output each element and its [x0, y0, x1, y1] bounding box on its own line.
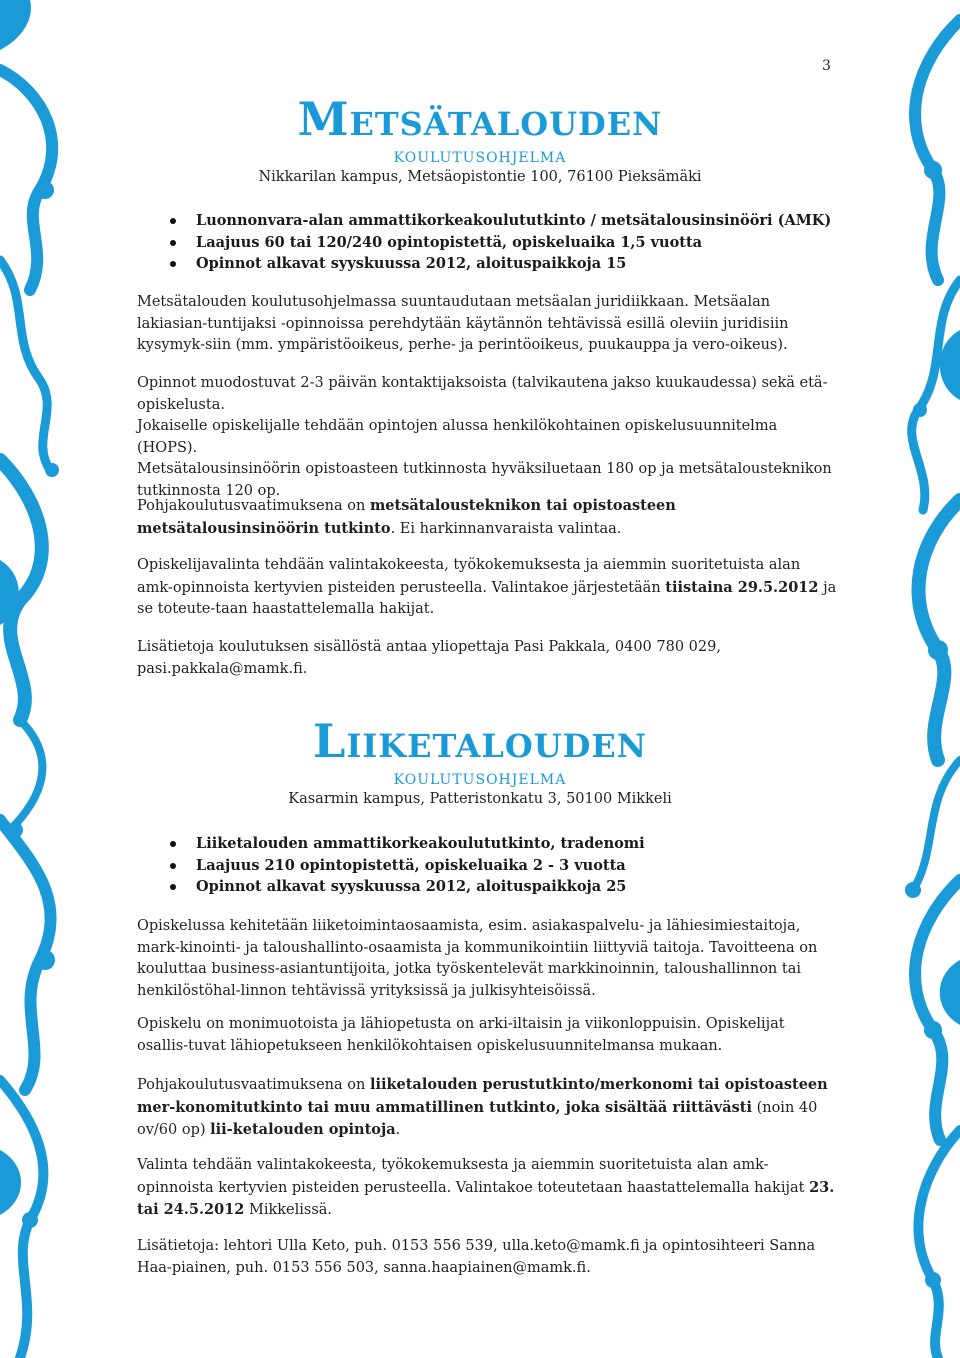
section-title: Metsätalouden [297, 92, 663, 146]
list-item: Liiketalouden ammattikorkeakoulututkinto, tradenomi [168, 833, 645, 855]
key-facts-list [168, 833, 645, 898]
text-span: Pohjakoulutusvaatimuksena on [137, 1077, 370, 1093]
bold-requirement: liiketalouden perustutkinto/merkonomi tai opistoasteen mer-konomitutkinto tai muu ammatillinen tutkinto, joka sisältää riittävästi [137, 1076, 828, 1116]
list-item: Opinnot alkavat syyskuussa 2012, aloituspaikkoja 25 [168, 876, 645, 898]
section-subtitle: koulutusohjelma [393, 143, 567, 167]
page-number: 3 [822, 58, 831, 74]
section-title: Liiketalouden [312, 714, 648, 768]
paragraph: Opinnot muodostuvat 2-3 päivän kontaktijaksoista (talvikautena jakso kuukaudessa) sekä etä-opiskelusta. [137, 375, 828, 413]
paragraph [137, 1155, 837, 1222]
text-span: (noin 40 ov/60 op) [137, 1099, 818, 1138]
list-item: Laajuus 60 tai 120/240 opintopistettä, opiskeluaika 1,5 vuotta [168, 232, 831, 254]
text-span: . Ei harkinnanvaraista valintaa. [390, 520, 622, 537]
section-subtitle: koulutusohjelma [393, 765, 567, 789]
campus-address: Nikkarilan kampus, Metsäopistontie 100, 76100 Pieksämäki [258, 169, 702, 185]
text-span: Valinta tehdään valintakokeesta, työkokemuksesta ja aiemmin suoritetuista alan amk-opinnoista kertyvien pisteiden perusteella. Valintakoe toteutetaan haastattelemalla hakijat [137, 1157, 810, 1196]
text-span: Pohjakoulutusvaatimuksena on [137, 498, 370, 514]
paragraph-contact: Lisätietoja koulutuksen sisällöstä antaa yliopettaja Pasi Pakkala, 0400 780 029, pasi.pakkala@mamk.fi. [137, 639, 721, 677]
bold-requirement: metsätalousteknikon tai opistoasteen metsätalousinsinöörin tutkinto [137, 497, 676, 537]
list-item: Opinnot alkavat syyskuussa 2012, aloituspaikkoja 15 [168, 253, 831, 275]
paragraph-group [137, 373, 837, 502]
text-span: Opiskelijavalinta tehdään valintakokeesta, työkokemuksesta ja aiemmin suoritetuista alan amk-opinnoista kertyvien pisteiden perusteella. Valintakoe järjestetään [137, 557, 801, 596]
bold-date: tiistaina 29.5.2012 [665, 578, 819, 596]
paragraph [137, 555, 837, 621]
list-item: Laajuus 210 opintopistettä, opiskeluaika 2 - 3 vuotta [168, 855, 645, 877]
paragraph [137, 1074, 837, 1142]
bold-date: 23. tai 24.5.2012 [137, 1178, 835, 1218]
right-swirl-ornament [878, 0, 960, 1358]
paragraph: Opiskelussa kehitetään liiketoimintaosaamista, esim. asiakaspalvelu- ja lähiesimiestaitoja, mark-kinointi- ja taloushallinto-osaamista ja kommunikointiin liittyviä taitoja. Tavoitteena on kouluttaa business-asiantuntijoita, jotka työskentelevät markkinoinnin, taloushallinnon tai henkilöstöhal-linnon tehtävissä yrityksissä ja julkisyhteisöissä. [137, 918, 818, 999]
campus-address: Kasarmin kampus, Patteristonkatu 3, 50100 Mikkeli [288, 791, 672, 807]
key-facts-list [168, 210, 831, 275]
paragraph-contact: Lisätietoja: lehtori Ulla Keto, puh. 0153 556 539, ulla.keto@mamk.fi ja opintosihteeri Sanna Haa-piainen, puh. 0153 556 503, sanna.haapiainen@mamk.fi. [137, 1238, 816, 1276]
left-swirl-ornament [0, 0, 80, 1358]
paragraph: Metsätalouden koulutusohjelmassa suuntaudutaan metsäalan juridiikkaan. Metsäalan lakiasian-tuntijaksi -opinnoissa perehdytään käytännön tehtävissä esillä oleviin juridisiin kysymyk-siin (mm. ympäristöoikeus, perhe- ja perintöoikeus, puukauppa ja vero-oikeus). [137, 294, 789, 353]
paragraph: Metsätalousinsinöörin opistoasteen tutkinnosta hyväksiluetaan 180 op ja metsätalousteknikon tutkinnosta 120 op. [137, 461, 832, 499]
text-span: Mikkelissä. [244, 1202, 333, 1218]
section-liiketalous-header [0, 714, 960, 807]
bold-requirement: lii-ketalouden opintoja [210, 1121, 396, 1138]
paragraph: Jokaiselle opiskelijalle tehdään opintojen alussa henkilökohtainen opiskelusuunnitelma (HOPS). [137, 418, 778, 456]
paragraph [137, 495, 837, 540]
list-item: Luonnonvara-alan ammattikorkeakoulututkinto / metsätalousinsinööri (AMK) [168, 210, 831, 232]
text-span: ja se toteute-taan haastattelemalla hakijat. [137, 579, 837, 617]
text-span: . [395, 1122, 401, 1138]
section-metsatalous-header [0, 92, 960, 185]
paragraph: Opiskelu on monimuotoista ja lähiopetusta on arki-iltaisin ja viikonloppuisin. Opiskelijat osallis-tuvat lähiopetukseen henkilökohtaisen opiskelusuunnitelmansa mukaan. [137, 1016, 785, 1054]
